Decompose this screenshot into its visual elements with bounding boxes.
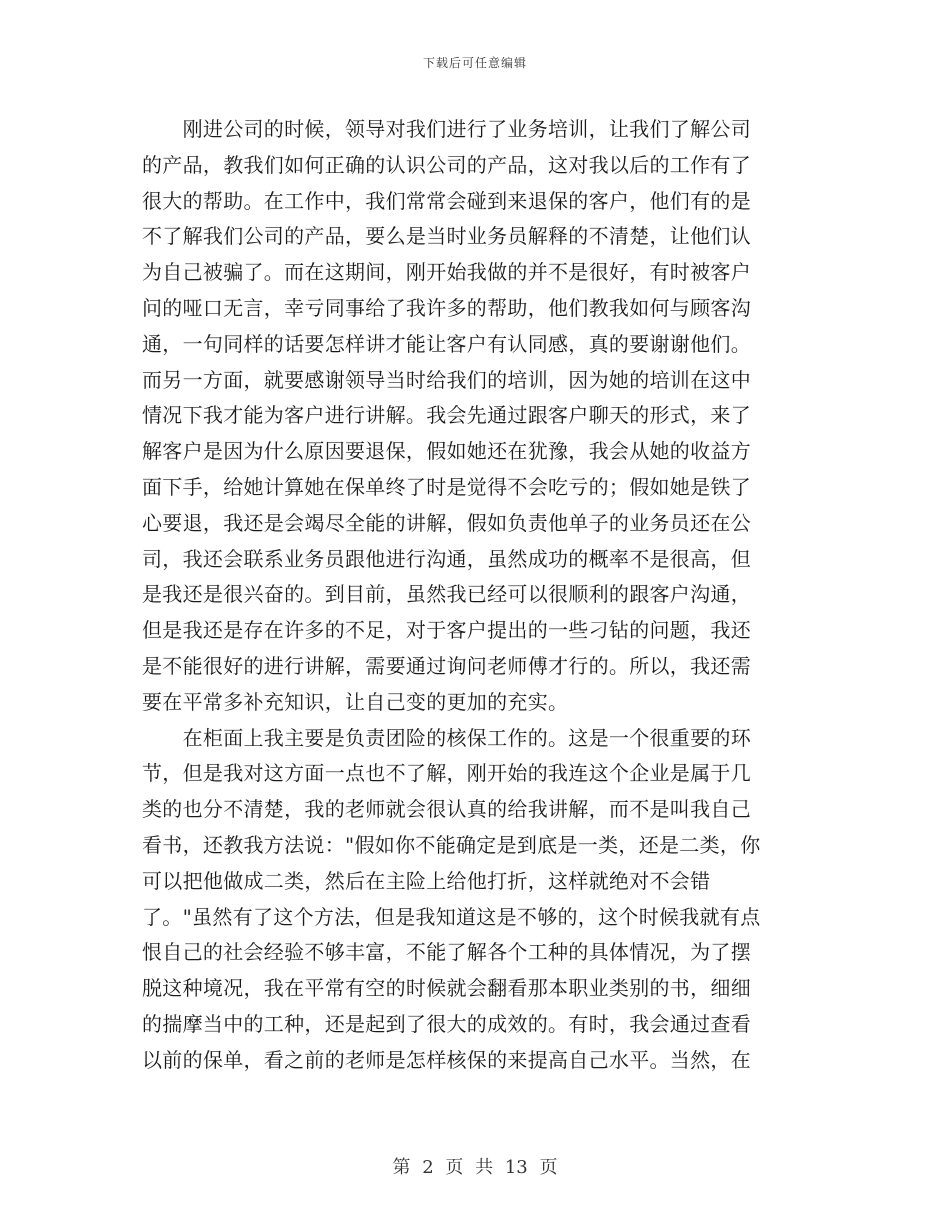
text-line: 但是我还是存在许多的不足，对于客户提出的一些刁钻的问题，我还 (142, 618, 751, 643)
text-line: 看书，还教我方法说："假如你不能确定是到底是一类，还是二类，你 (142, 832, 761, 857)
text-line: 司，我还会联系业务员跟他进行沟通，虽然成功的概率不是很高，但 (142, 546, 751, 571)
text-line: 脱这种境况，我在平常有空的时候就会翻看那本职业类别的书，细细 (142, 976, 751, 1001)
text-line: 在柜面上我主要是负责团险的核保工作的。这是一个很重要的环 (142, 725, 751, 750)
text-line: 的揣摩当中的工种，还是起到了很大的成效的。有时，我会通过查看 (142, 1011, 751, 1036)
page-number-footer: 第 2 页 共 13 页 (392, 1157, 558, 1178)
text-line: 类的也分不清楚，我的老师就会很认真的给我讲解，而不是叫我自己 (142, 797, 751, 822)
text-line: 很大的帮助。在工作中，我们常常会碰到来退保的客户，他们有的是 (142, 188, 751, 213)
text-line: 节，但是我对这方面一点也不了解，刚开始的我连这个企业是属于几 (142, 761, 751, 786)
text-line: 不了解我们公司的产品，要么是当时业务员解释的不清楚，让他们认 (142, 224, 751, 249)
text-line: 面下手，给她计算她在保单终了时是觉得不会吃亏的；假如她是铁了 (142, 474, 751, 499)
page-header: 下载后可任意编辑 (422, 56, 527, 70)
text-line: 是我还是很兴奋的。到目前，虽然我已经可以很顺利的跟客户沟通， (142, 582, 751, 607)
text-line: 问的哑口无言，幸亏同事给了我许多的帮助，他们教我如何与顾客沟 (142, 295, 751, 320)
text-line: 而另一方面，就要感谢领导当时给我们的培训，因为她的培训在这中 (142, 367, 751, 392)
text-line: 要在平常多补充知识，让自己变的更加的充实。 (142, 689, 569, 714)
text-line: 通，一句同样的话要怎样讲才能让客户有认同感，真的要谢谢他们。 (142, 331, 751, 356)
text-line: 为自己被骗了。而在这期间，刚开始我做的并不是很好，有时被客户 (142, 260, 751, 285)
document-body (142, 112, 802, 1079)
text-line: 了。"虽然有了这个方法，但是我知道这是不够的，这个时候我就有点 (142, 904, 761, 929)
text-line: 以前的保单，看之前的老师是怎样核保的来提高自己水平。当然，在 (142, 1047, 751, 1072)
text-line: 的产品，教我们如何正确的认识公司的产品，这对我以后的工作有了 (142, 152, 751, 177)
text-line: 可以把他做成二类，然后在主险上给他打折，这样就绝对不会错 (142, 868, 711, 893)
text-line: 是不能很好的进行讲解，需要通过询问老师傅才行的。所以，我还需 (142, 653, 751, 678)
text-line: 心要退，我还是会竭尽全能的讲解，假如负责他单子的业务员还在公 (142, 510, 751, 535)
text-line: 刚进公司的时候，领导对我们进行了业务培训，让我们了解公司 (142, 117, 751, 141)
text-line: 情况下我才能为客户进行讲解。我会先通过跟客户聊天的形式，来了 (142, 403, 751, 428)
text-line: 解客户是因为什么原因要退保，假如她还在犹豫，我会从她的收益方 (142, 439, 751, 464)
text-line: 恨自己的社会经验不够丰富，不能了解各个工种的具体情况，为了摆 (142, 940, 751, 965)
